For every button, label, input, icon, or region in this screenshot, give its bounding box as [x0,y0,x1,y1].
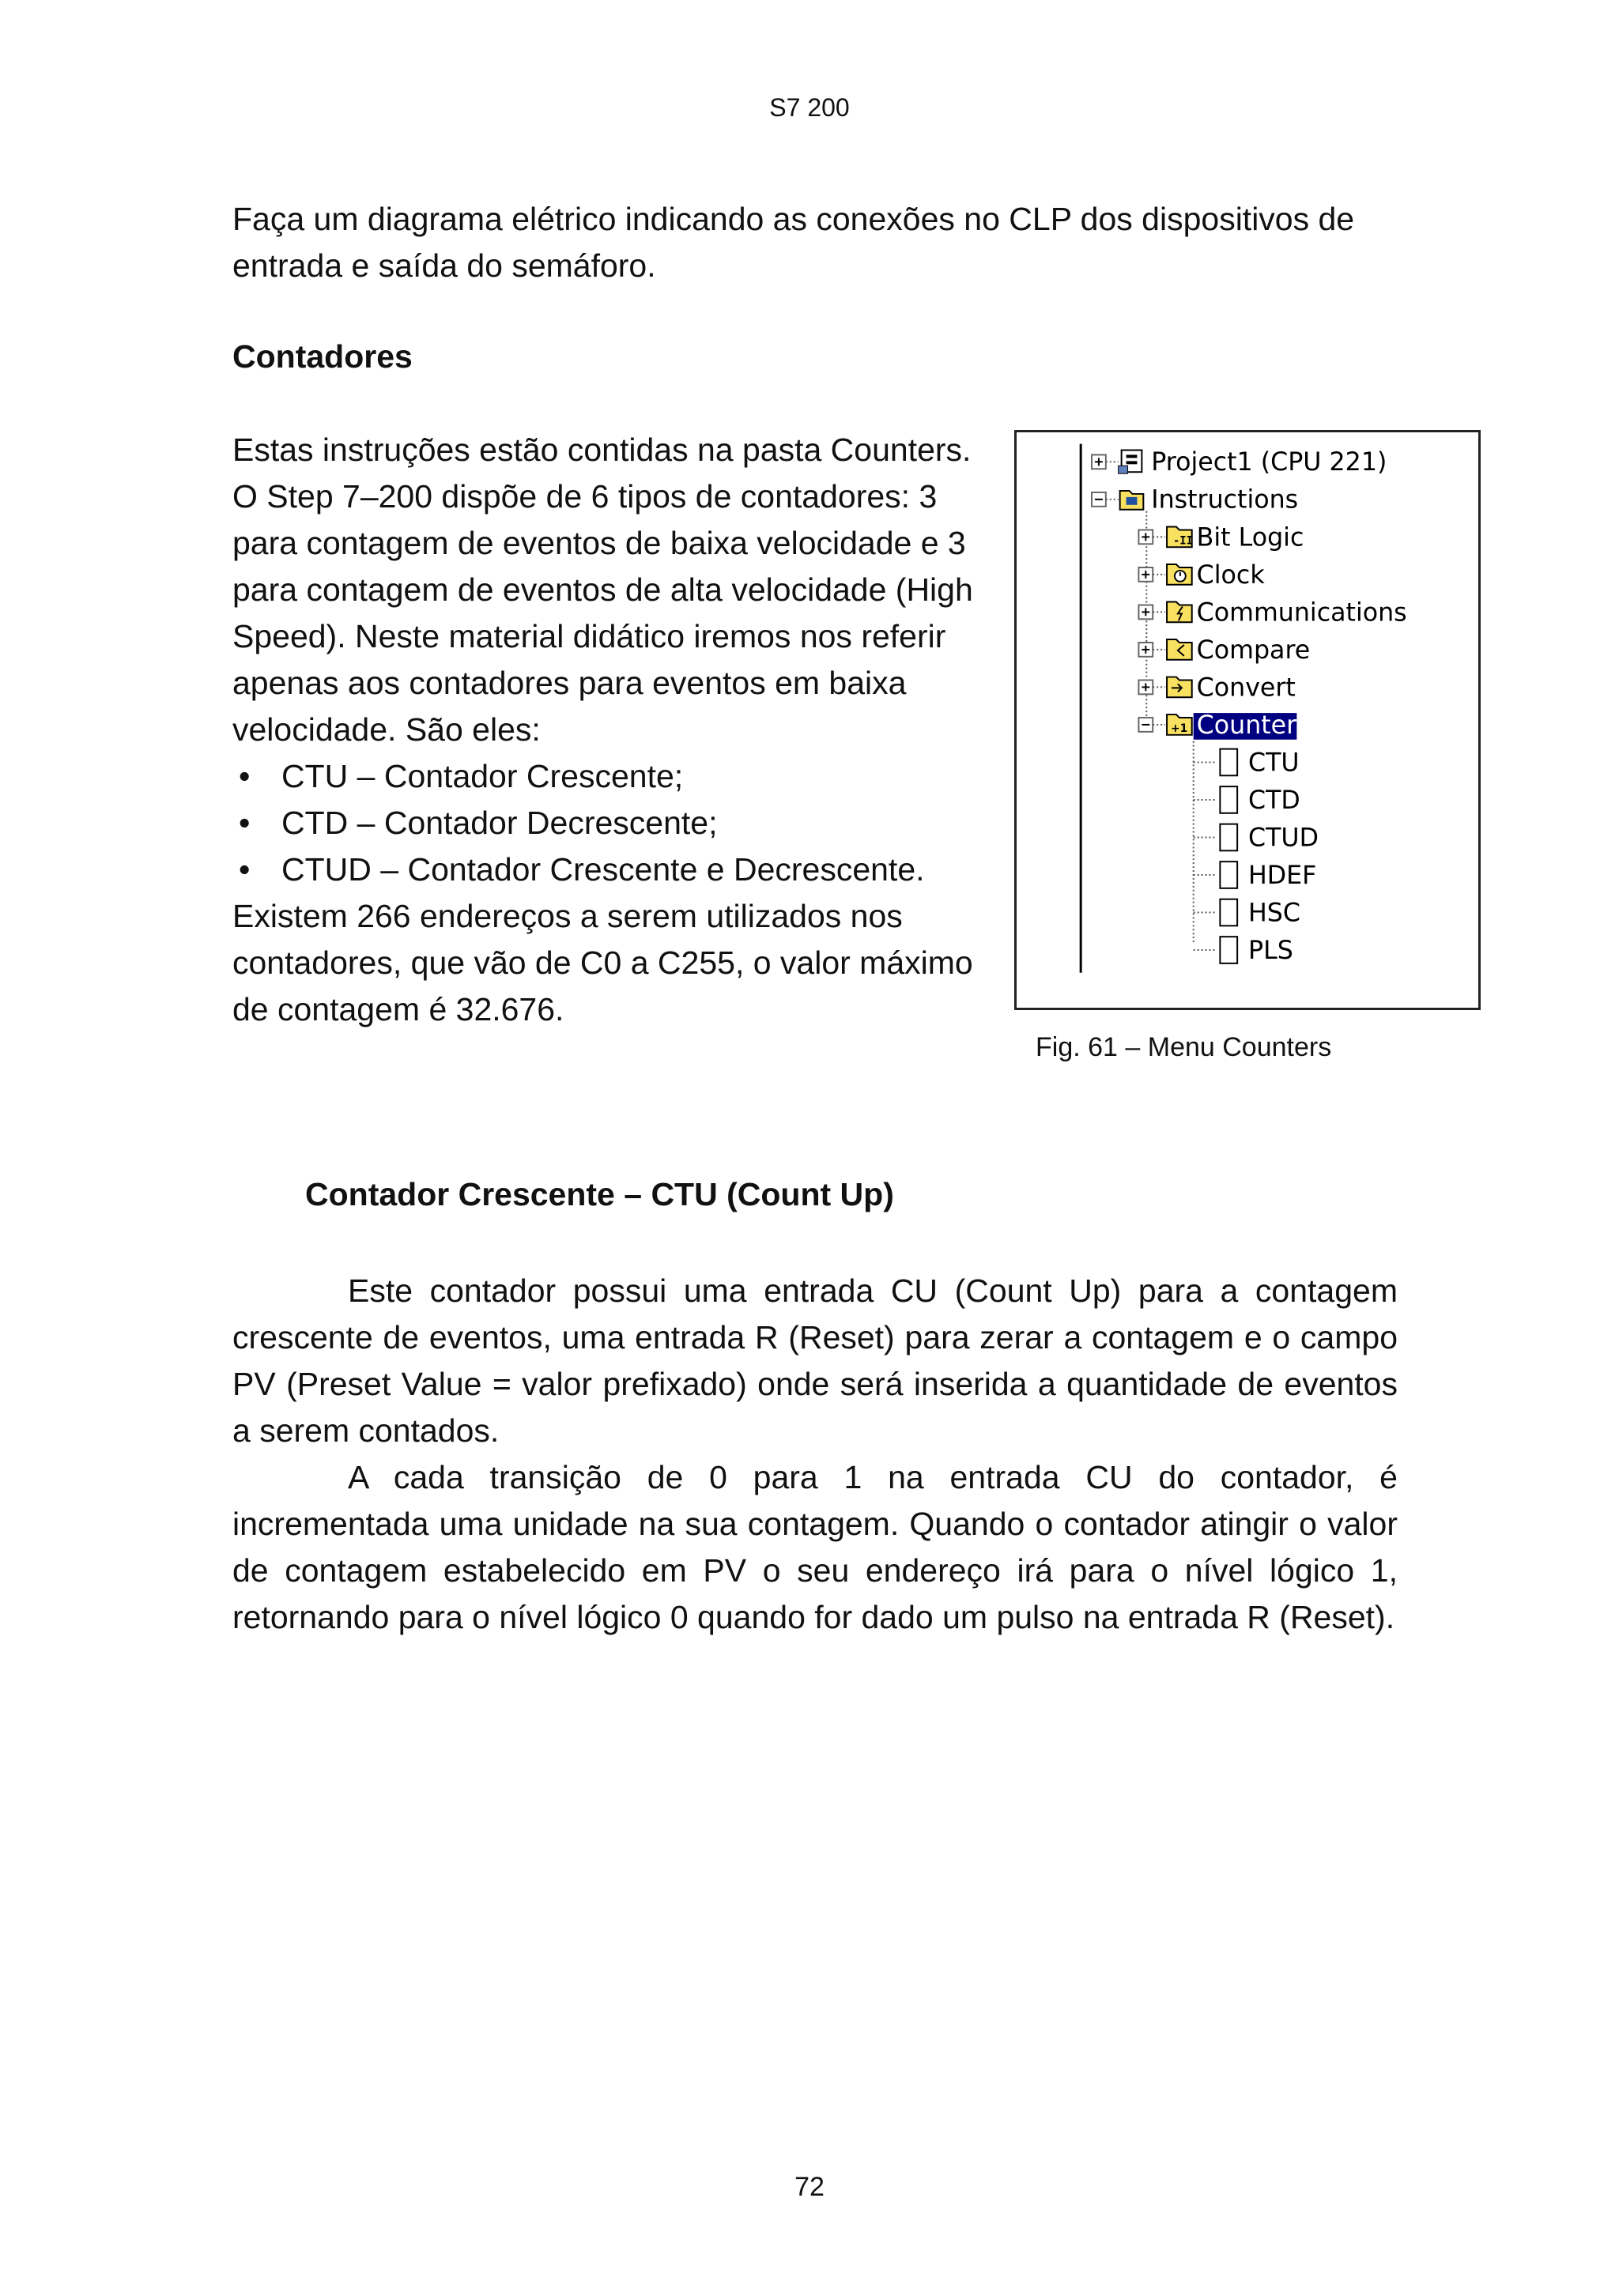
tree-label-folder: Clock [1196,560,1265,590]
tree-row-ctud[interactable] [1194,824,1319,852]
tree-row-instructions[interactable] [1092,486,1298,515]
counters-icon [1167,714,1192,735]
tree-row-convert[interactable] [1138,673,1295,702]
instruction-box-icon [1220,786,1237,813]
tree-row-hdef[interactable] [1194,861,1317,890]
list-item: • CTD – Contador Decrescente; [232,800,983,846]
svg-text:-II: -II [1172,534,1193,548]
tree-row-clock[interactable] [1138,561,1265,590]
communications-icon [1167,602,1192,623]
instruction-box-icon [1220,749,1237,776]
section-heading: Contadores [232,338,413,375]
counters-paragraph: Estas instruções estão contidas na pasta Counters. O Step 7–200 dispõe de 6 tipos de contadores: 3 para contagem de eventos de baixa velocidade e 3 para contagem de eventos de alta velocidade (High Speed). Neste material didático iremos nos referir apenas aos contadores para eventos em baixa velocidade. São eles: [232,432,973,748]
instruction-box-icon [1220,937,1237,963]
page-header: S7 200 [769,93,850,122]
tree-row-ctd[interactable] [1194,786,1300,815]
project-icon [1119,451,1142,474]
bit-logic-icon [1167,527,1193,548]
instruction-box-icon [1220,861,1237,888]
tree-row-ctu[interactable] [1194,748,1300,777]
tree-row-project[interactable] [1092,448,1387,477]
subsection-heading: Contador Crescente – CTU (Count Up) [305,1176,894,1212]
figure-caption: Fig. 61 – Menu Counters [1036,1032,1332,1062]
tree-label-instruction: CTUD [1247,824,1319,853]
counters-text-column [232,427,983,1033]
counter-types-list [232,753,983,893]
tree-label-instruction: HDEF [1247,861,1317,890]
tree-label-folder: Convert [1196,673,1296,703]
page-number: 72 [794,2172,825,2202]
convert-icon [1167,677,1192,698]
tree-label-folder-selected: Counters [1196,711,1310,740]
instruction-box-icon [1220,824,1237,851]
instructions-folder-icon [1120,491,1144,510]
tree-label-instructions: Instructions [1151,485,1299,515]
instruction-tree-figure [1014,430,1481,1010]
addresses-paragraph: Existem 266 endereços a serem utilizados nos contadores, que vão de C0 a C255, o valor máximo de contagem é 32.676. [232,898,973,1027]
tree-label-instruction: PLS [1247,936,1293,965]
tree-label-instruction: CTD [1247,786,1300,815]
tree-row-hsc[interactable] [1194,899,1300,927]
intro-paragraph: Faça um diagrama elétrico indicando as conexões no CLP dos dispositivos de entrada e saída do semáforo. [232,201,1355,284]
compare-icon [1167,639,1192,660]
list-item: • CTUD – Contador Crescente e Decrescente. [232,846,983,893]
tree-label-folder: Compare [1196,635,1311,665]
tree-row-bit-logic[interactable] [1138,523,1304,552]
clock-icon [1167,564,1192,585]
tree-row-communications[interactable] [1138,598,1406,627]
ctu-paragraph-2: A cada transição de 0 para 1 na entrada CU do contador, é incrementada uma unidade na sua contagem. Quando o contador atingir o valor de contagem estabelecido em PV o seu endereço irá para o nível lógico 1, retornando para o nível lógico 0 quando for dado um pulso na entrada R (Reset). [232,1459,1398,1635]
tree-label-folder: Bit Logic [1196,523,1304,552]
svg-text:+1: +1 [1170,722,1188,735]
ctu-paragraph-1: Este contador possui uma entrada CU (Count Up) para a contagem crescente de eventos, uma entrada R (Reset) para zerar a contagem e o campo PV (Preset Value = valor prefixado) onde será inserida a quantidade de eventos a serem contados. [232,1272,1398,1449]
tree-row-compare[interactable] [1138,636,1310,665]
tree-label-project: Project1 (CPU 221) [1151,448,1387,477]
tree-row-counters[interactable] [1138,711,1309,740]
tree-label-instruction: HSC [1247,899,1301,928]
list-item: • CTU – Contador Crescente; [232,753,983,800]
tree-row-pls[interactable] [1194,937,1293,965]
instruction-box-icon [1220,899,1237,926]
tree-label-instruction: CTU [1247,748,1300,778]
tree-label-folder: Communications [1196,598,1407,628]
instruction-tree [1017,432,1478,1008]
